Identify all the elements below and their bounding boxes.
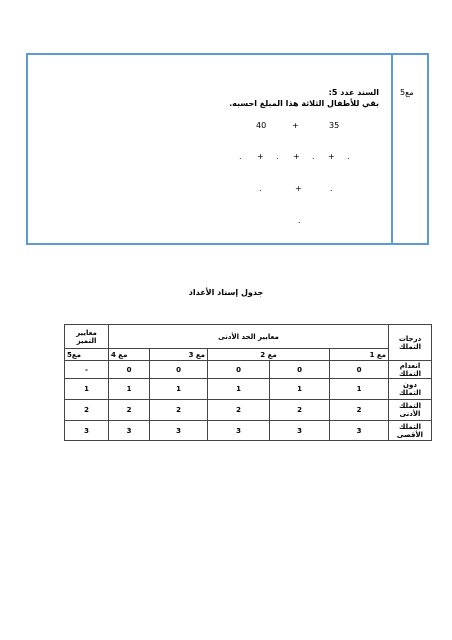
grading-table — [64, 324, 432, 441]
table-row — [65, 379, 432, 400]
cell-value: 0 — [208, 361, 270, 379]
min-criteria-header: معايير الحد الأدنى — [109, 325, 389, 349]
cell-value: 1 — [208, 379, 270, 400]
cell-value: 1 — [270, 379, 330, 400]
plus-sign: + — [293, 152, 300, 161]
cell-value: 2 — [109, 400, 150, 421]
cell-value: 0 — [150, 361, 208, 379]
plus-sign: + — [257, 152, 264, 161]
table-row — [65, 361, 432, 379]
cell-value: - — [65, 361, 109, 379]
plus-sign: + — [295, 184, 302, 193]
row-label: التملك الأقصى — [389, 421, 432, 441]
cell-value: 3 — [330, 421, 389, 441]
blank-dot: . — [330, 184, 333, 193]
exercise-question: بقي للأطفال الثلاثة هذا المبلغ احسبه. — [229, 99, 379, 108]
criterion-2: مع 2 — [208, 349, 330, 361]
cell-value: 3 — [150, 421, 208, 441]
excellence-criteria-header: معايير التميز — [65, 325, 109, 349]
addend-b: 35 — [329, 121, 340, 130]
row-label: التملك الأدنى — [389, 400, 432, 421]
blank-dot: . — [298, 216, 301, 225]
cell-value: 2 — [270, 400, 330, 421]
table-title: جدول إسناد الأعداد — [188, 288, 264, 297]
cell-value: 0 — [270, 361, 330, 379]
blank-dot: . — [312, 152, 315, 161]
criterion-4: مع 4 — [109, 349, 150, 361]
exercise-label: مع5 — [400, 88, 414, 97]
plus-sign: + — [328, 152, 335, 161]
cell-value: 1 — [330, 379, 389, 400]
cell-value: 3 — [65, 421, 109, 441]
table-row — [65, 400, 432, 421]
exercise-title: السند عدد 5: — [328, 88, 379, 97]
cell-value: 2 — [65, 400, 109, 421]
blank-dot: . — [239, 152, 242, 161]
row-label: دون التملك — [389, 379, 432, 400]
cell-value: 3 — [208, 421, 270, 441]
cell-value: 3 — [109, 421, 150, 441]
blank-dot: . — [347, 152, 350, 161]
blank-dot: . — [276, 152, 279, 161]
cell-value: 0 — [330, 361, 389, 379]
table-row — [65, 421, 432, 441]
cell-value: 2 — [330, 400, 389, 421]
criterion-1: مع 1 — [330, 349, 389, 361]
cell-value: 2 — [208, 400, 270, 421]
cell-value: 1 — [109, 379, 150, 400]
cell-value: 1 — [150, 379, 208, 400]
cell-value: 0 — [109, 361, 150, 379]
cell-value: 1 — [65, 379, 109, 400]
cell-value: 2 — [150, 400, 208, 421]
exercise-divider — [391, 53, 393, 245]
criterion-3: مع 3 — [150, 349, 208, 361]
blank-dot: . — [259, 184, 262, 193]
addend-a: 40 — [256, 121, 267, 130]
criterion-5: مع5 — [65, 349, 109, 361]
row-label: انعدام التملك — [389, 361, 432, 379]
degrees-header: درجات التملك — [389, 325, 432, 361]
plus-sign: + — [292, 121, 299, 130]
cell-value: 3 — [270, 421, 330, 441]
exercise-box — [26, 53, 429, 245]
